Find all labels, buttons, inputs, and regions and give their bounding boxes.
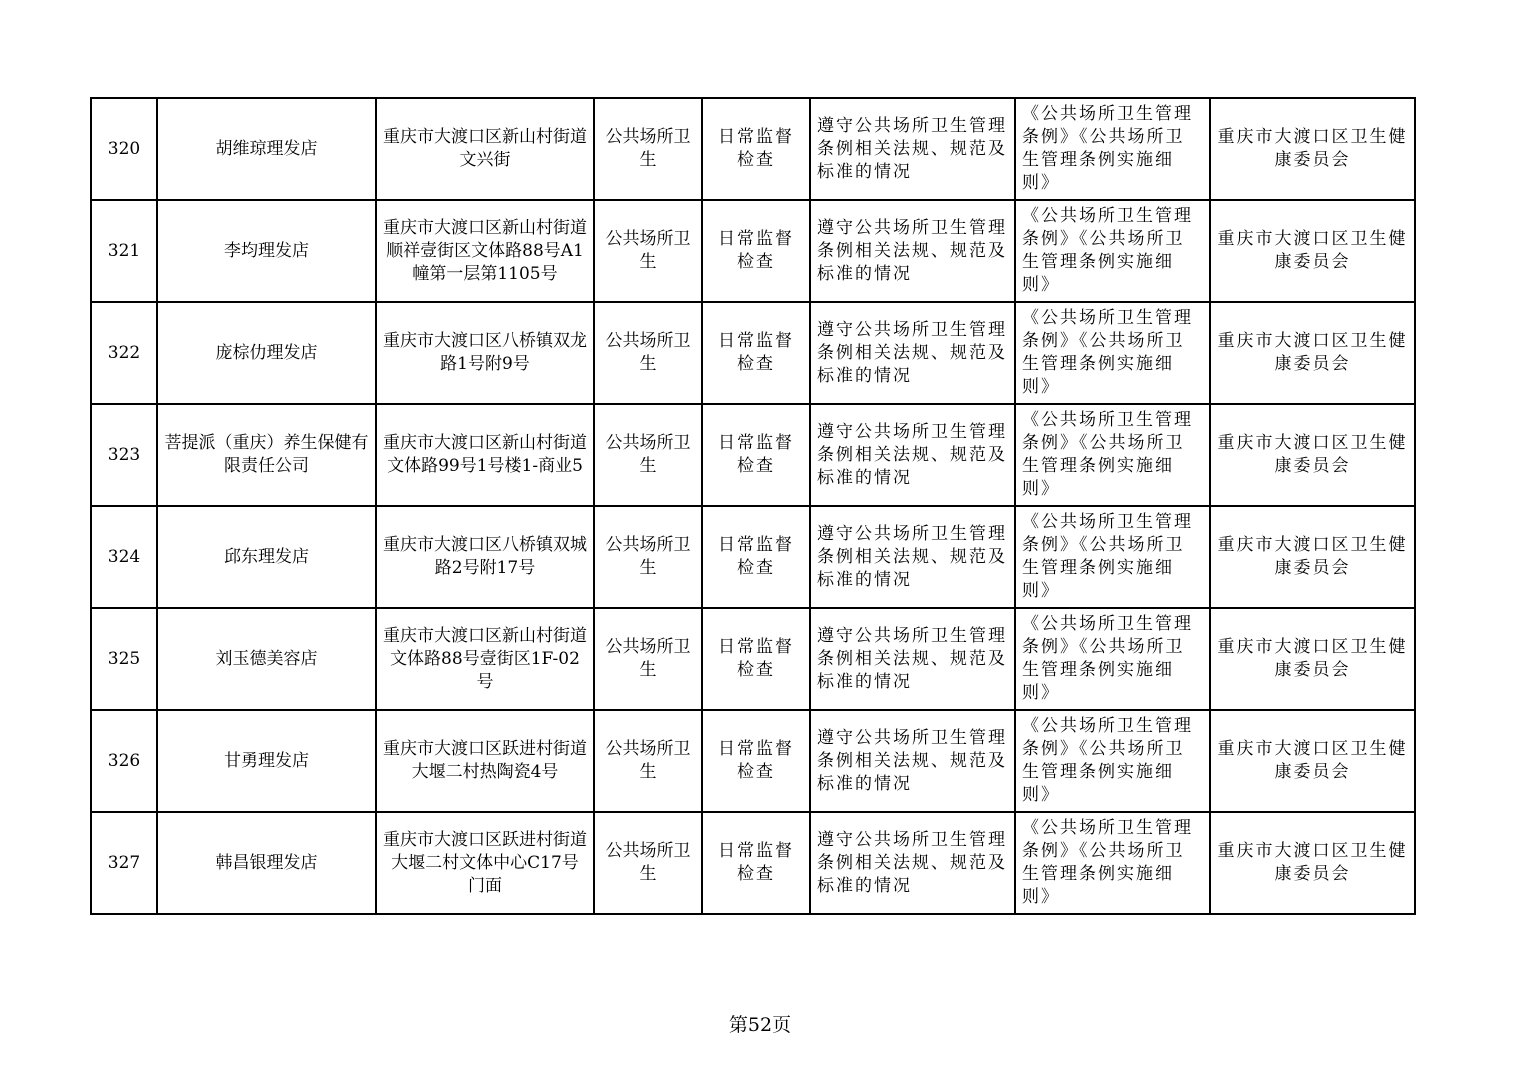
inspection-category: 公共场所卫生 (594, 98, 702, 200)
business-name: 甘勇理发店 (157, 710, 376, 812)
business-address: 重庆市大渡口区新山村街道文体路99号1号楼1-商业5 (376, 404, 594, 506)
inspecting-agency: 重庆市大渡口区卫生健康委员会 (1210, 98, 1415, 200)
inspecting-agency: 重庆市大渡口区卫生健康委员会 (1210, 200, 1415, 302)
row-number: 323 (91, 404, 157, 506)
row-number: 326 (91, 710, 157, 812)
table-row (91, 710, 1415, 812)
row-number: 320 (91, 98, 157, 200)
business-address: 重庆市大渡口区跃进村街道大堰二村文体中心C17号门面 (376, 812, 594, 914)
table-row (91, 608, 1415, 710)
business-address: 重庆市大渡口区八桥镇双城路2号附17号 (376, 506, 594, 608)
inspection-content: 遵守公共场所卫生管理条例相关法规、规范及标准的情况 (810, 506, 1015, 608)
inspection-category: 公共场所卫生 (594, 302, 702, 404)
inspecting-agency: 重庆市大渡口区卫生健康委员会 (1210, 812, 1415, 914)
business-address: 重庆市大渡口区新山村街道文兴街 (376, 98, 594, 200)
row-number: 327 (91, 812, 157, 914)
inspection-content: 遵守公共场所卫生管理条例相关法规、规范及标准的情况 (810, 200, 1015, 302)
inspection-type: 日常监督检查 (702, 506, 810, 608)
inspecting-agency: 重庆市大渡口区卫生健康委员会 (1210, 404, 1415, 506)
inspection-category: 公共场所卫生 (594, 710, 702, 812)
business-name: 庞棕仂理发店 (157, 302, 376, 404)
legal-basis: 《公共场所卫生管理条例》《公共场所卫生管理条例实施细则》 (1015, 98, 1210, 200)
row-number: 321 (91, 200, 157, 302)
inspection-type: 日常监督检查 (702, 710, 810, 812)
inspecting-agency: 重庆市大渡口区卫生健康委员会 (1210, 608, 1415, 710)
page-number: 第52页 (728, 1014, 792, 1036)
table-row (91, 200, 1415, 302)
inspection-content: 遵守公共场所卫生管理条例相关法规、规范及标准的情况 (810, 98, 1015, 200)
table-row (91, 302, 1415, 404)
business-address: 重庆市大渡口区新山村街道顺祥壹街区文体路88号A1幢第一层第1105号 (376, 200, 594, 302)
inspection-category: 公共场所卫生 (594, 404, 702, 506)
business-name: 李均理发店 (157, 200, 376, 302)
inspection-content: 遵守公共场所卫生管理条例相关法规、规范及标准的情况 (810, 608, 1015, 710)
inspection-content: 遵守公共场所卫生管理条例相关法规、规范及标准的情况 (810, 404, 1015, 506)
inspection-type: 日常监督检查 (702, 200, 810, 302)
legal-basis: 《公共场所卫生管理条例》《公共场所卫生管理条例实施细则》 (1015, 404, 1210, 506)
table-row (91, 404, 1415, 506)
legal-basis: 《公共场所卫生管理条例》《公共场所卫生管理条例实施细则》 (1015, 608, 1210, 710)
table-row (91, 98, 1415, 200)
inspecting-agency: 重庆市大渡口区卫生健康委员会 (1210, 506, 1415, 608)
legal-basis: 《公共场所卫生管理条例》《公共场所卫生管理条例实施细则》 (1015, 506, 1210, 608)
business-name: 胡维琼理发店 (157, 98, 376, 200)
inspection-type: 日常监督检查 (702, 302, 810, 404)
inspecting-agency: 重庆市大渡口区卫生健康委员会 (1210, 302, 1415, 404)
inspection-category: 公共场所卫生 (594, 812, 702, 914)
business-address: 重庆市大渡口区跃进村街道大堰二村热陶瓷4号 (376, 710, 594, 812)
inspection-table (90, 97, 1416, 915)
business-address: 重庆市大渡口区八桥镇双龙路1号附9号 (376, 302, 594, 404)
row-number: 322 (91, 302, 157, 404)
inspection-content: 遵守公共场所卫生管理条例相关法规、规范及标准的情况 (810, 302, 1015, 404)
inspection-type: 日常监督检查 (702, 608, 810, 710)
inspection-category: 公共场所卫生 (594, 506, 702, 608)
inspection-content: 遵守公共场所卫生管理条例相关法规、规范及标准的情况 (810, 812, 1015, 914)
business-address: 重庆市大渡口区新山村街道文体路88号壹街区1F-02号 (376, 608, 594, 710)
inspection-category: 公共场所卫生 (594, 608, 702, 710)
inspection-type: 日常监督检查 (702, 98, 810, 200)
legal-basis: 《公共场所卫生管理条例》《公共场所卫生管理条例实施细则》 (1015, 710, 1210, 812)
business-name: 菩提派（重庆）养生保健有限责任公司 (157, 404, 376, 506)
inspection-type: 日常监督检查 (702, 812, 810, 914)
business-name: 邱东理发店 (157, 506, 376, 608)
table-row (91, 506, 1415, 608)
row-number: 324 (91, 506, 157, 608)
inspecting-agency: 重庆市大渡口区卫生健康委员会 (1210, 710, 1415, 812)
business-name: 韩昌银理发店 (157, 812, 376, 914)
inspection-category: 公共场所卫生 (594, 200, 702, 302)
inspection-content: 遵守公共场所卫生管理条例相关法规、规范及标准的情况 (810, 710, 1015, 812)
legal-basis: 《公共场所卫生管理条例》《公共场所卫生管理条例实施细则》 (1015, 200, 1210, 302)
table-row (91, 812, 1415, 914)
legal-basis: 《公共场所卫生管理条例》《公共场所卫生管理条例实施细则》 (1015, 302, 1210, 404)
inspection-type: 日常监督检查 (702, 404, 810, 506)
legal-basis: 《公共场所卫生管理条例》《公共场所卫生管理条例实施细则》 (1015, 812, 1210, 914)
row-number: 325 (91, 608, 157, 710)
business-name: 刘玉德美容店 (157, 608, 376, 710)
